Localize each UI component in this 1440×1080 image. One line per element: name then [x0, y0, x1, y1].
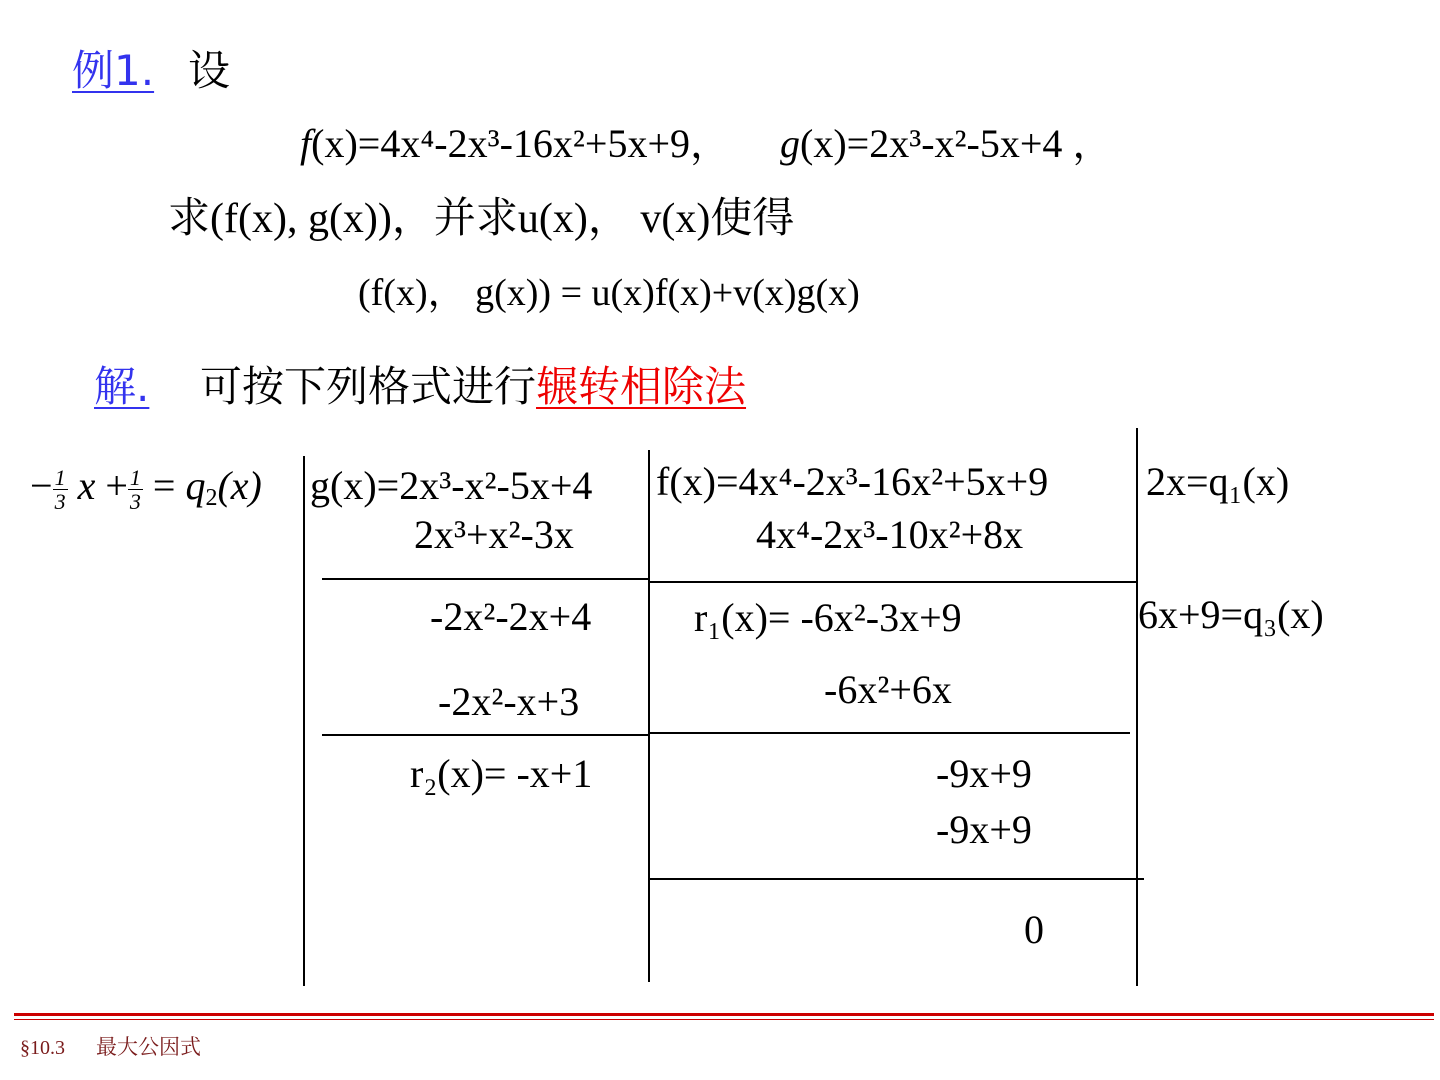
fraction-one-third-b: $\frac{1}{3}$	[129, 465, 141, 515]
right-row-7: 0	[1024, 907, 1044, 952]
solution-prefix: 可按下列格式进行	[200, 362, 537, 411]
solution-text	[200, 362, 747, 411]
rule-right-2	[648, 732, 1130, 734]
rule-left-2	[322, 734, 648, 736]
table-divider-middle	[648, 450, 650, 982]
right-row-2: 4x⁴-2x³-10x²+8x	[756, 512, 1024, 557]
rule-right-1	[648, 581, 1138, 583]
table-divider-right	[1136, 428, 1138, 986]
footer-rule-thin	[14, 1019, 1434, 1020]
f-definition: (x)=4x⁴-2x³-16x²+5x+9，	[311, 121, 731, 166]
footer-rule-thick	[14, 1013, 1434, 1016]
q3-expression: 6x+9=q₃(x)	[1138, 592, 1324, 637]
right-row-5: -9x+9	[936, 751, 1032, 796]
q1-expression: 2x=q₁(x)	[1146, 459, 1290, 504]
left-row-4: -2x²-x+3	[438, 679, 580, 724]
given-functions: f(x)=4x⁴-2x³-16x²+5x+9， g(x)=2x³-x²-5x+4 ，	[300, 121, 1113, 166]
rule-right-3	[648, 878, 1144, 880]
left-row-3: -2x²-2x+4	[430, 594, 592, 639]
example-label[interactable]: 例1.	[72, 46, 155, 95]
left-row-5: r₂(x)= -x+1	[410, 751, 593, 796]
footer-title: 最大公因式	[96, 1035, 201, 1059]
left-row-1: g(x)=2x³-x²-5x+4	[310, 463, 593, 508]
solution-label[interactable]: 解.	[94, 362, 150, 411]
rule-left-1	[322, 578, 648, 580]
left-row-2: 2x³+x²-3x	[414, 512, 574, 557]
let-text: 设	[188, 46, 231, 95]
fraction-one-third-a: $\frac{1}{3}$	[54, 465, 66, 515]
identity-equation: (f(x)， g(x)) = u(x)f(x)+v(x)g(x)	[358, 272, 860, 314]
table-divider-left	[303, 456, 305, 986]
right-row-1: f(x)=4x⁴-2x³-16x²+5x+9	[656, 459, 1049, 504]
footer-section: §10.3	[20, 1037, 65, 1059]
right-row-6: -9x+9	[936, 807, 1032, 852]
right-row-3: r₁(x)= -6x²-3x+9	[694, 595, 962, 640]
q2-expression: − $\frac{1}{3}$ x + $\frac{1}{3}$ = $q_2(x)$	[30, 463, 262, 515]
right-row-4: -6x²+6x	[824, 667, 952, 712]
method-link[interactable]: 辗转相除法	[536, 362, 747, 411]
g-definition: (x)=2x³-x²-5x+4 ，	[800, 121, 1113, 166]
question-text: 求(f(x), g(x))，并求u(x)， v(x)使得	[168, 196, 795, 242]
